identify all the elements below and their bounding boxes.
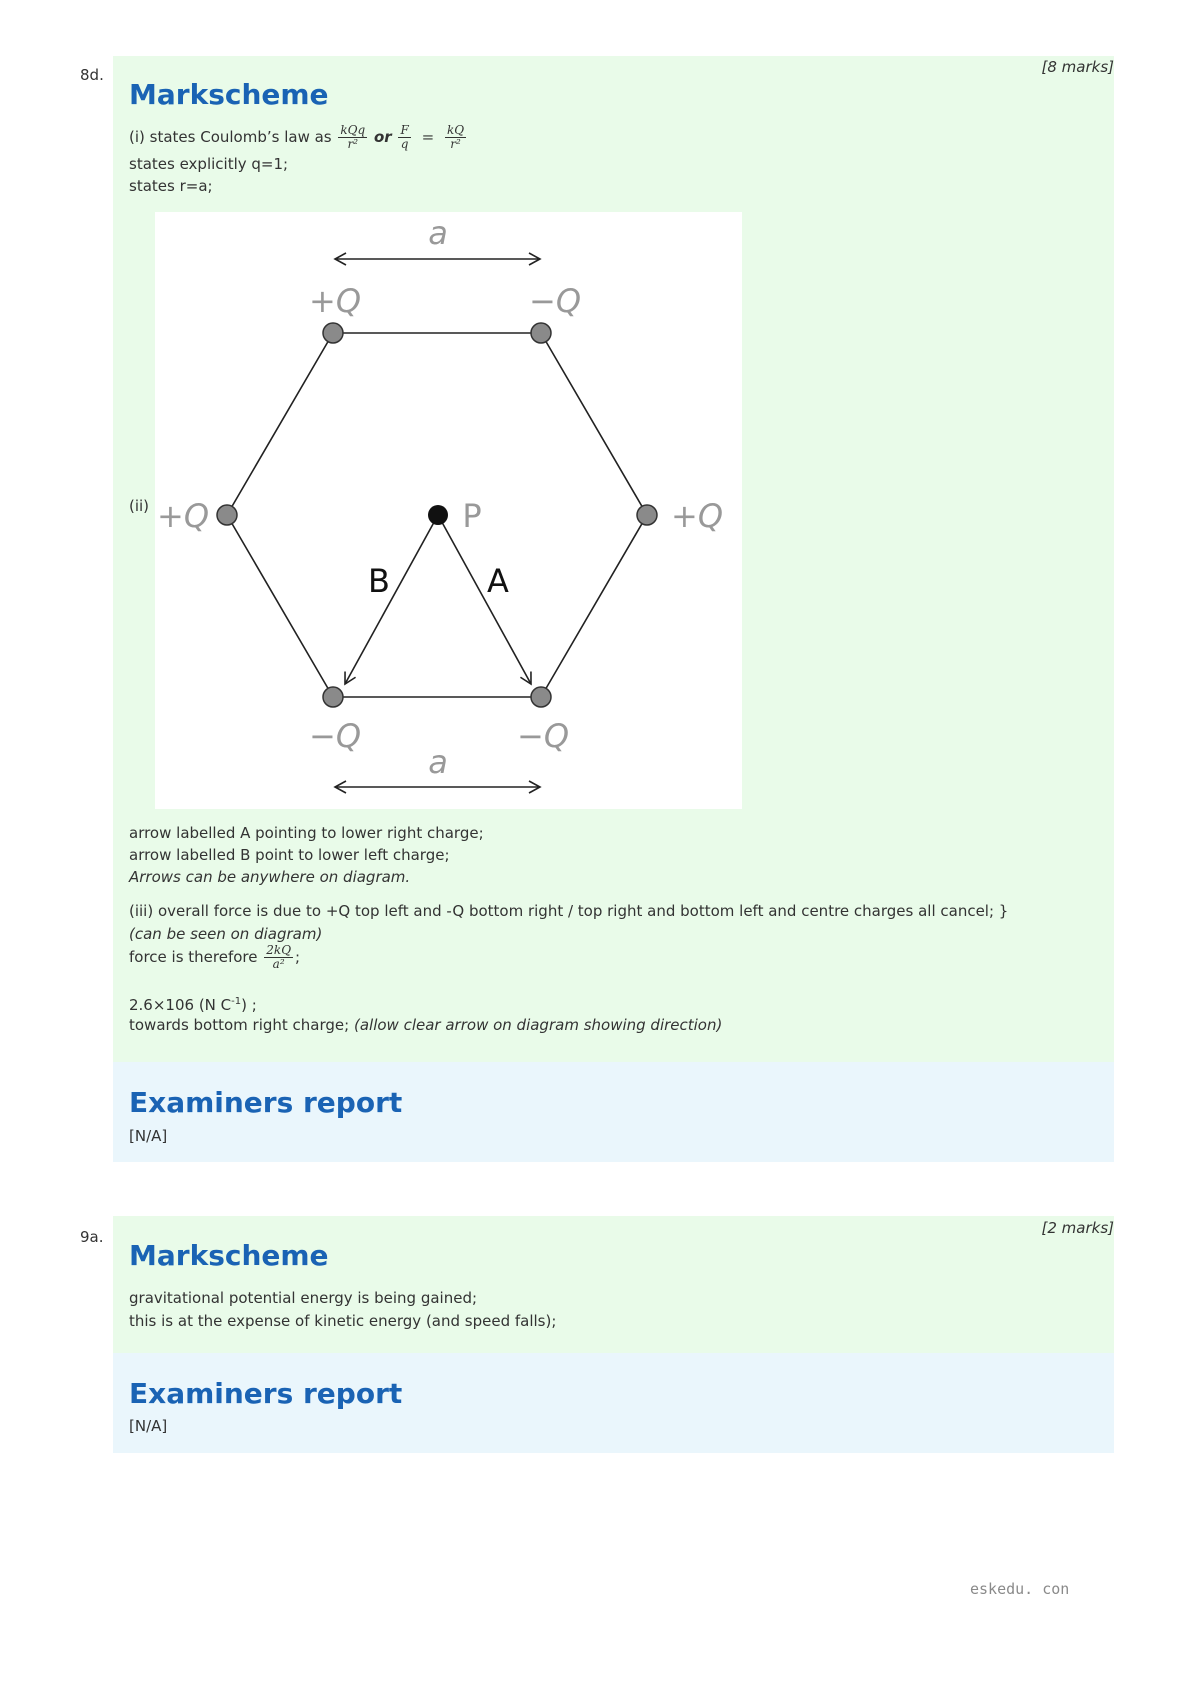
marks-9a: [2 marks] bbox=[1041, 1219, 1114, 1237]
fraction-kqq-r2: $\frac{\text{kQq}}{\text{r²}}$ bbox=[340, 123, 366, 151]
charge-label-bottom-right: −Q bbox=[517, 717, 569, 755]
examiners-report-heading: Examiners report bbox=[129, 1086, 403, 1119]
charge-label-top-right: −Q bbox=[529, 282, 581, 320]
charge-bottom-right bbox=[531, 687, 551, 707]
direction-line bbox=[129, 1015, 722, 1035]
coulomb-law-text: (i) states Coulomb’s law as bbox=[129, 128, 332, 146]
fraction-kq-r2: $\frac{kQ}{\text{r²}}$ bbox=[446, 123, 465, 151]
force-formula-line: force is therefore $\frac{2kQ}{\text{a²}}$ ; bbox=[129, 943, 301, 971]
field-value-line: 2.6×106 (N $C^{-1}$) ; bbox=[129, 996, 257, 1014]
footer-text: eskedu. con bbox=[970, 1580, 1070, 1598]
dimension-label-bottom: a bbox=[428, 743, 448, 781]
charge-top-left bbox=[323, 323, 343, 343]
markscheme-heading: Markscheme bbox=[129, 78, 329, 111]
examiners-report-text: [N/A] bbox=[129, 1127, 168, 1145]
part-iii-line: (iii) overall force is due to +Q top left and -Q bottom right / top right and bottom left and centre charges all cancel; } bbox=[129, 902, 1009, 920]
question-number-9a: 9a. bbox=[80, 1228, 104, 1246]
question-number-8d: 8d. bbox=[80, 66, 104, 84]
examiners-report-text-9a: [N/A] bbox=[129, 1417, 168, 1435]
unit-exponent: -1 bbox=[231, 996, 242, 1007]
marks-8d: [8 marks] bbox=[1041, 58, 1114, 76]
arrow-a-line: arrow labelled A pointing to lower right charge; bbox=[129, 824, 484, 842]
fraction-f-q: $\frac{F}{q}$ bbox=[400, 123, 409, 151]
field-value-text: 2.6×106 (N C bbox=[129, 996, 232, 1014]
examiners-report-heading-9a: Examiners report bbox=[129, 1377, 403, 1410]
gpe-line: gravitational potential energy is being gained; bbox=[129, 1289, 478, 1307]
hexagon-diagram-svg bbox=[155, 212, 742, 809]
charge-bottom-left bbox=[323, 687, 343, 707]
point-p-label: P bbox=[462, 497, 482, 535]
dimension-label-top: a bbox=[428, 214, 448, 252]
markscheme-9a bbox=[113, 1216, 1114, 1353]
arrow-b-line: arrow labelled B point to lower left charge; bbox=[129, 846, 450, 864]
r-equals-a-line: states r=a; bbox=[129, 177, 213, 195]
ke-line: this is at the expense of kinetic energy (and speed falls); bbox=[129, 1312, 557, 1330]
examiners-report-9a bbox=[113, 1353, 1114, 1453]
hexagon-charge-diagram bbox=[155, 212, 742, 809]
markscheme-heading-9a: Markscheme bbox=[129, 1239, 329, 1272]
charge-label-bottom-left: −Q bbox=[309, 717, 361, 755]
part-ii-label: (ii) bbox=[129, 497, 150, 515]
examiners-report-8d bbox=[113, 1062, 1114, 1162]
arrow-b-label: B bbox=[368, 562, 390, 600]
charge-top-right bbox=[531, 323, 551, 343]
coulomb-law-line bbox=[129, 124, 468, 151]
fraction-2kq-a2: $\frac{2kQ}{\text{a²}}$ bbox=[266, 943, 292, 971]
charge-label-right: +Q bbox=[671, 497, 723, 535]
arrow-b bbox=[345, 515, 438, 684]
or-text: or bbox=[373, 128, 392, 146]
point-p bbox=[428, 505, 448, 525]
direction-text: towards bottom right charge; bbox=[129, 1016, 350, 1034]
charge-label-top-left: +Q bbox=[309, 282, 361, 320]
equals-sign: = bbox=[421, 128, 435, 146]
arrow-a-label: A bbox=[487, 562, 509, 600]
charge-left bbox=[217, 505, 237, 525]
arrow-a bbox=[438, 515, 531, 684]
direction-note: (allow clear arrow on diagram showing direction) bbox=[354, 1016, 723, 1034]
charge-right bbox=[637, 505, 657, 525]
seen-on-diagram-note: (can be seen on diagram) bbox=[129, 925, 323, 943]
q-equals-one-line: states explicitly q=1; bbox=[129, 155, 289, 173]
charge-label-left: +Q bbox=[157, 497, 209, 535]
force-text: force is therefore bbox=[129, 948, 258, 966]
arrows-anywhere-note: Arrows can be anywhere on diagram. bbox=[129, 868, 411, 886]
